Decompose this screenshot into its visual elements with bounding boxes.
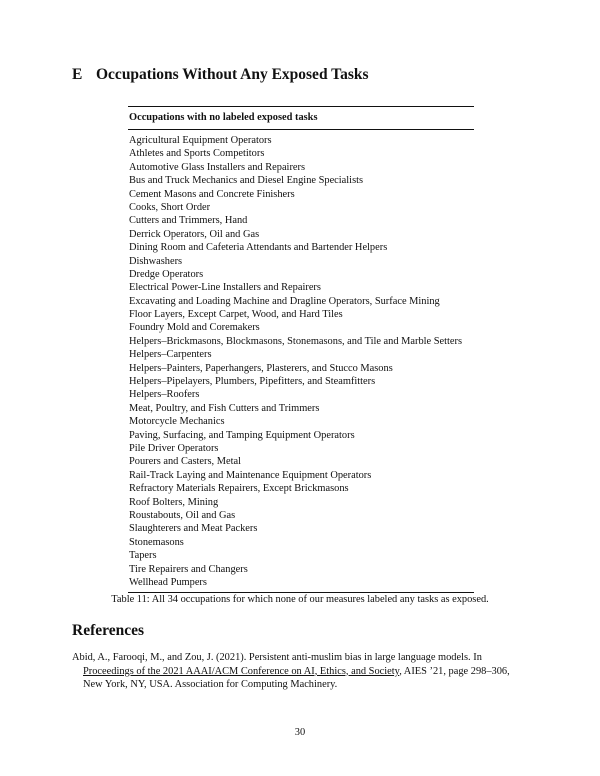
table-row: Paving, Surfacing, and Tamping Equipment Operators: [129, 429, 355, 441]
table-row: Stonemasons: [129, 536, 184, 548]
table-row: Agricultural Equipment Operators: [129, 135, 272, 146]
table-row: Dining Room and Cafeteria Attendants and Bartender Helpers: [129, 242, 388, 254]
table-row: Floor Layers, Except Carpet, Wood, and Hard Tiles: [129, 309, 343, 321]
section-title: [72, 66, 369, 84]
table-row: Derrick Operators, Oil and Gas: [129, 228, 260, 240]
table-header-rule: [128, 129, 474, 130]
table-row: Dishwashers: [129, 255, 183, 267]
table-body: [128, 134, 474, 589]
table-row: Cooks, Short Order: [129, 201, 211, 213]
table-row: Pile Driver Operators: [129, 442, 219, 454]
table-row: Roustabouts, Oil and Gas: [129, 509, 236, 521]
table-row: Foundry Mold and Coremakers: [129, 322, 260, 334]
table-header: Occupations with no labeled exposed tasks: [129, 112, 318, 123]
table-row: Refractory Materials Repairers, Except Brickmasons: [129, 483, 349, 495]
table-row: Meat, Poultry, and Fish Cutters and Trimmers: [129, 402, 320, 414]
table-row: Automotive Glass Installers and Repairers: [129, 161, 306, 173]
table-row: Cement Masons and Concrete Finishers: [129, 188, 295, 200]
table-row: Helpers–Painters, Paperhangers, Plasterers, and Stucco Masons: [129, 362, 393, 374]
table-row: Helpers–Brickmasons, Blockmasons, Stonemasons, and Tile and Marble Setters: [129, 335, 463, 347]
reference-entry: [72, 651, 536, 692]
table-row: Rail-Track Laying and Maintenance Equipment Operators: [129, 469, 372, 481]
reference-line-1: Abid, A., Farooqi, M., and Zou, J. (2021). Persistent anti-muslim bias in large language models. In: [72, 652, 482, 663]
table-row: Helpers–Pipelayers, Plumbers, Pipefitters, and Steamfitters: [129, 376, 376, 388]
table-row: Roof Bolters, Mining: [129, 496, 219, 508]
table-row: Motorcycle Mechanics: [129, 416, 225, 428]
table-row: Helpers–Roofers: [129, 389, 200, 401]
table-row: Helpers–Carpenters: [129, 349, 212, 361]
reference-venue-link[interactable]: Proceedings of the 2021 AAAI/ACM Conference on AI, Ethics, and Society: [83, 665, 400, 677]
table-row: Tapers: [129, 550, 157, 562]
table-row: Athletes and Sports Competitors: [129, 148, 265, 160]
table-caption: Table 11: All 34 occupations for which none of our measures labeled any tasks as exposed.: [111, 594, 489, 605]
references-heading: References: [72, 622, 145, 639]
table-row: Slaughterers and Meat Packers: [129, 523, 258, 535]
section-title-text: Occupations Without Any Exposed Tasks: [96, 66, 369, 83]
table-row: Excavating and Loading Machine and Dragline Operators, Surface Mining: [129, 295, 440, 307]
table-row: Bus and Truck Mechanics and Diesel Engine Specialists: [129, 175, 364, 187]
reference-line-2: [72, 665, 536, 679]
table-row: Cutters and Trimmers, Hand: [129, 215, 248, 227]
table-row: Tire Repairers and Changers: [129, 563, 248, 575]
table-row: Pourers and Casters, Metal: [129, 456, 241, 468]
table-row: Dredge Operators: [129, 268, 204, 280]
table-top-rule: [128, 106, 474, 107]
page-number: 30: [294, 727, 306, 738]
table-row: Wellhead Pumpers: [129, 576, 207, 588]
section-number: E: [72, 66, 83, 83]
reference-line-2-rest: , AIES ’21, page 298–306,: [399, 665, 510, 677]
occupations-table: [128, 106, 474, 593]
table-row: Electrical Power-Line Installers and Repairers: [129, 282, 321, 294]
reference-line-3: New York, NY, USA. Association for Computing Machinery.: [83, 679, 338, 691]
